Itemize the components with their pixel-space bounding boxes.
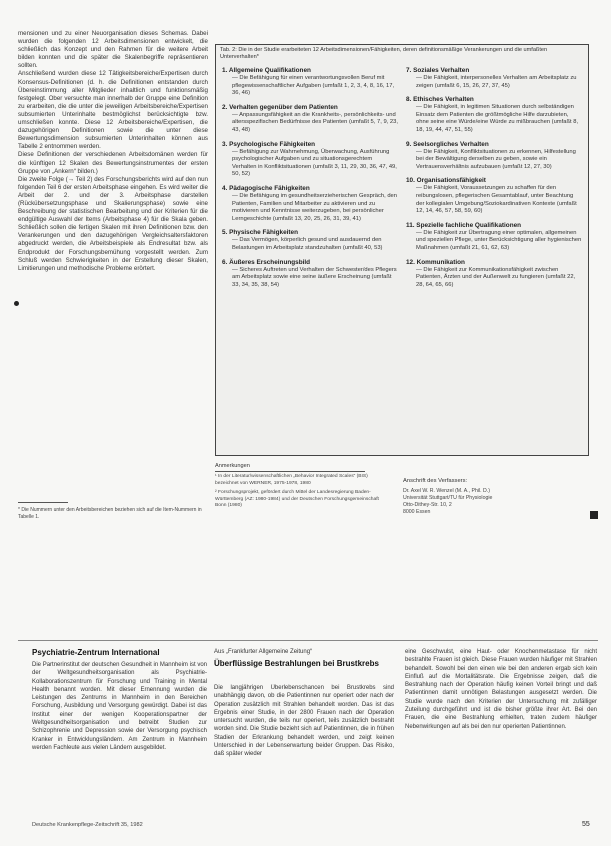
notes-rule <box>215 471 365 472</box>
dimension-item <box>222 229 398 252</box>
dimension-item <box>406 141 582 172</box>
address-line: Universität Stuttgart/TU für Physiologie <box>403 495 493 501</box>
table-left-column <box>222 67 398 295</box>
address-line: 8000 Essen <box>403 509 431 515</box>
paragraph: mensionen und zu einer Neuorganisation dieses Schemas. Dabei wurden die folgenden 12 Arbeitsdimensionen entwickelt, die schließlich das Konzept und den Rahmen für die weitere Arbeit bilden konnten und die später die Skalenbegriffe repräsentieren sollten. <box>18 30 208 70</box>
dimension-title: 2. Verhalten gegenüber dem Patienten <box>222 103 338 111</box>
dimension-item <box>406 96 582 134</box>
paragraph: Anschließend wurden diese 12 Tätigkeitsbereiche/Expertisen durch Konsensus-Definitionen (d. h. die Definitionen entstanden durch Übereinstimmung aller Mitglieder inhaltlich und funktionsmäßig festgelegt. Ober versuchte man innerhalb der Gruppe eine Definition zu erarbeiten, die die unter die jeweiligen Arbeitsbereiche/Expertisen subsumierten Unterinhalte bestmöglichst berücksichtigte bzw. umschließen konnte. Diese 12 Arbeitsbereiche/Expertisen, die dazugehörigen Definitionen sowie die unter diese Bewertungsdimension subsumierten Unterinhalten können aus Tabelle 2 entnommen werden. <box>18 70 208 151</box>
address-block <box>403 488 573 516</box>
dimension-title: 11. Spezielle fachliche Qualifikationen <box>406 221 522 229</box>
dimension-definition: — Die Befähigung im gesundheitserzieherischen Gespräch, den Patienten, Familien und Mitarbeiter zu aktivieren und zu motivieren und Kenntnisse weiterzugeben, bei persönlicher Lerngeschichte (umfaßt 13, 20, 25, 26, 31, 39, 41) <box>232 192 397 222</box>
dimension-item <box>406 67 582 90</box>
dimension-definition: — Sicheres Auftreten und Verhalten der Schwester/des Pflegers am Arbeitsplatz sowie eine seine äußere Erscheinung (umfaßt 33, 34, 35, 38, 54) <box>232 266 397 288</box>
dimension-item <box>222 104 398 135</box>
dimension-definition: — Die Fähigkeit, Konfliktsituationen zu erkennen, Hilfestellung bei der Bewältigung derselben zu geben, sowie ein Vertrauensverhältnis aufzubauen (umfaßt 12, 27, 30) <box>416 148 576 170</box>
dimension-title: 7. Soziales Verhalten <box>406 67 470 74</box>
dimension-definition: — Die Fähigkeit, interpersonelles Verhalten am Arbeitsplatz zu zeigen (umfaßt 6, 15, 26, 27, 37, 45) <box>416 75 577 89</box>
dimension-definition: — Die Fähigkeit, in legitimen Situationen durch selbständigen Einsatz dem Patienten die größtmögliche Hilfe darzubieten, ohne seine eine Würde/eine Würde zu mißbrauchen (umfaßt 8, 18, 19, 44, 47, 51, 55) <box>416 104 579 133</box>
dimension-item <box>222 259 398 290</box>
dimension-title: 8. Ethisches Verhalten <box>406 96 474 104</box>
paragraph: Diese Definitionen der verschiedenen Arbeitsdomänen werden für die künftigen 12 Skalen des Bewertungsinstrumentes der ersten Gruppe von „Ankern“ bilden.) <box>18 151 208 175</box>
notes-list <box>215 474 385 510</box>
note-item: ¹ In der Literatur/wissenschaftlichen „Behavior Integrated Scales“ (BIS) bezeichnet von WERNER, 1975-1978, 1980 <box>215 474 368 486</box>
dimension-title: 3. Psychologische Fähigkeiten <box>222 140 316 148</box>
end-square-mark <box>590 511 598 519</box>
dimension-title: 10. Organisationsfähigkeit <box>406 177 486 185</box>
address-line: Otto-Dithey-Str. 10, 2 <box>403 502 452 508</box>
article-body: eine Geschwulst, eine Haut- oder Knochenmetastase für nicht bestrahlte Frauen ist gleich. Diese Frauen wurden häufiger mit Strahlen behandelt. Sowohl bei den einen wie bei den anderen ergab sich kein Einfluß auf die Mortalitätsrate. Die Ergebnisse zeigen, daß die Bestrahlung nach der Operation häufig keinen Vorteil bringt und daß Patientinnen damit unnötigen Belastungen ausgesetzt werden. Die Studie wurde nach den Kriterien der Untersuchung mit zufälliger Zuteilung durchgeführt und ist die bisher größte ihrer Art. Bei den Frauen, die eine Bestrahlung erhielten, traten zudem häufiger Nebenwirkungen auf als bei den nur operierten Patientinnen. <box>405 649 597 730</box>
dimension-definition: — Das Vermögen, körperlich gesund und ausdauernd den Belastungen im Arbeitsplatz standzuhalten (umfaßt 40, 53) <box>232 237 383 251</box>
footnote: * Die Nummern unter den Arbeitsbereichen beziehen sich auf die Item-Nummern in Tabelle 1. <box>18 507 202 520</box>
footnote-rule <box>18 502 68 503</box>
dimension-item <box>222 185 398 223</box>
journal-footer: Deutsche Krankenpflege-Zeitschrift 35, 1982 <box>32 822 143 828</box>
dimension-title: 4. Pädagogische Fähigkeiten <box>222 184 310 192</box>
dimension-definition: — Anpassungsfähigkeit an die Krankheits-, persönlichkeits- und altersspezifischen Bedürfnisse des Patienten (umfaßt 5, 7, 9, 23, 43, 48) <box>232 111 398 133</box>
dimension-definition: — Die Fähigkeit zur Kommunikationsfähigkeit zwischen Patienten, Ärzten und der Außenwelt zu fungieren (umfaßt 22, 28, 64, 65, 66) <box>416 266 576 288</box>
table-caption: Tab. 2: Die in der Studie erarbeiteten 12 Arbeitsdimensionen/Fähigkeiten, deren definitionsmäßige Verankerungen und die umfaßten Unterverhalten* <box>220 47 548 60</box>
address-title: Anschrift des Verfassers: <box>403 478 468 484</box>
notes-title: Anmerkungen <box>215 463 250 469</box>
dimension-definition: — Befähigung zur Wahrnehmung, Überwachung, Ausführung psychologischer Aufgaben und zu situationsgerechtem Verhalten in Konfliktsituationen (umfaßt 3, 11, 29, 30, 36, 47, 49, 50, 52) <box>232 148 397 178</box>
article-body: Die Partnerinstitut der deutschen Gesundheit in Mannheim ist von der Weltgesundheitsorganisation als Psychiatrie-Kollaborationszentrum für Forschung und Training in Mental Health benannt worden. Mit dieser Ernennung wurden die Leistungen des Zentrums in Mannheim in den Bereichen Forschung, Ausbildung und Versorgung gewürdigt. Dabei ist das Institut einer der wenigen Kooperationspartner der Weltgesundheitsorganisation und betreibt Studien zur Schizophrenie und Depression sowie der Versorgung psychisch Kranker in Entwicklungsländern. Am Zentrum in Mannheim werden Fachleute aus vielen Ländern ausgebildet. <box>32 662 207 751</box>
dimension-title: 9. Seelsorgliches Verhalten <box>406 140 489 148</box>
dimension-title: 5. Physische Fähigkeiten <box>222 229 299 237</box>
article-source: Aus „Frankfurter Allgemeine Zeitung“ <box>214 649 313 655</box>
table-right-column <box>406 67 582 295</box>
address-line: Dr. Axel W. R. Wenzel (M. A., Phil. D.) <box>403 488 490 494</box>
dimension-title: 1. Allgemeine Qualifikationen <box>222 67 311 74</box>
dimension-title: 6. Äußeres Erscheinungsbild <box>222 258 311 266</box>
dimension-item <box>406 222 582 253</box>
table-box <box>215 44 589 456</box>
paragraph: Die zweite Folge (→ Teil 2) des Forschungsberichts wird auf den nun folgenden Teil 6 der ersten Arbeitsphase eingehen. Es wird weiter die Arbeit der 2. und der 3. Arbeitsphase darstellen (Rückübersetzungsphase und Skalierungsphase) sowie eine Beschreibung der statistischen Bearbeitung und der Kriterien für die endgültige Auswahl der Items (Arbeitsphase 4) für die Skala geben. Schließlich sollen die fertigen Skalen mit ihren Definitionen bzw. den Verankerungen und den dazugehörigen Vergleichsaltersfaktoren abgedruckt werden, die Arbeitsbeispiele als Endresultat bzw. als Endprodukt der Forschungsbemühung vorgestellt werden. Zum Schluß werden Schwierigkeiten in der Erstellung dieser Skalen, Limitierungen und methodische Probleme erörtert. <box>18 175 208 272</box>
dimension-item <box>222 67 398 98</box>
dimension-item <box>222 141 398 179</box>
dimension-item <box>406 259 582 290</box>
dimension-definition: — Die Fähigkeit zur Übertragung einer optimalen, allgemeinen und speziellen Pflege, unter Berücksichtigung aller hygienischen Maßnahmen (umfaßt 21, 61, 62, 63) <box>416 229 582 251</box>
page-number: 55 <box>582 821 590 828</box>
left-column <box>18 30 208 500</box>
bullet-mark <box>14 301 19 306</box>
dimension-item <box>406 177 582 215</box>
section-divider <box>18 640 598 641</box>
article-body: Die langjährigen Überlebenschancen bei Brustkrebs sind unabhängig davon, ob die Patientinnen nur operiert oder nach der Operation zusätzlich mit Strahlen behandelt worden. Das ist das Ergebnis einer Studie, in der 2800 Frauen nach der Operation untersucht wurden, die teils nur operiert, teils zusätzlich bestrahlt worden sind. Die Studie bezieht sich auf Patientinnen, die in frühen Stadien der Erkrankung behandelt werden, und zeigt keinen Unterschied in der Lebenserwartung beider Gruppen. Das Risiko, daß später wieder <box>214 685 394 758</box>
note-item: ² Forschungsprojekt, gefördert durch Mittel der Landesregierung Baden-Württemberg (AZ: 1980-1984) und der Deutschen Forschungsgemeinschaft Bonn (1980) <box>215 490 379 509</box>
dimension-title: 12. Kommunikation <box>406 258 465 266</box>
article-headline: Überflüssige Bestrahlungen bei Brustkrebs <box>214 659 379 668</box>
article-headline: Psychiatrie-Zentrum International <box>32 648 160 657</box>
dimension-definition: — Die Befähigung für einen verantwortungsvollen Beruf mit pflegewissenschaftlicher Aufgaben (umfaßt 1, 2, 3, 4, 8, 16, 17, 36, 46) <box>232 75 395 97</box>
dimension-definition: — Die Fähigkeit, Voraussetzungen zu schaffen für den reibungslosen, pflegerischen Gesamtablauf, unter Beachtung der kollegialen Umgebung/Soziokardinativen Kontexte (umfaßt 12, 14, 46, 57, 58, 59, 60) <box>416 185 577 215</box>
